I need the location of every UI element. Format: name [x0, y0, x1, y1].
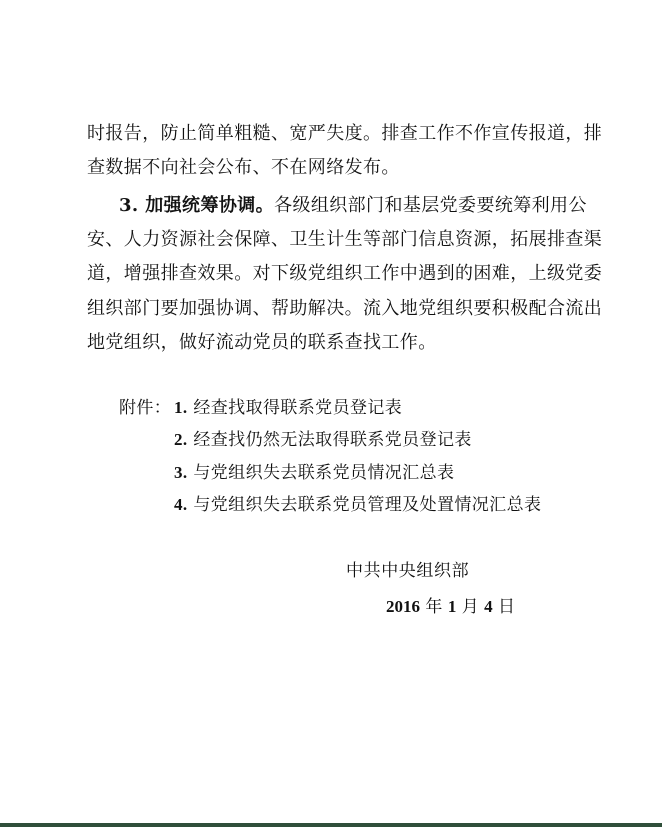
date-day-unit: 日: [498, 597, 516, 617]
attachment-number: 1.: [174, 398, 188, 417]
attachment-number: 3.: [174, 463, 188, 482]
attachment-title: 与党组织失去联系党员管理及处置情况汇总表: [193, 495, 542, 515]
date-month: 1: [447, 597, 457, 616]
attachment-item: [174, 397, 402, 419]
date-month-unit: 月: [461, 597, 479, 617]
paragraph-line: 组织部门要加强协调、帮助解决。流入地党组织要积极配合流出: [87, 298, 603, 319]
attachment-number: 2.: [174, 430, 188, 449]
issuing-organization: 中共中央组织部: [346, 561, 470, 581]
date-day: 4: [484, 597, 493, 616]
attachment-title: 经查找取得联系党员登记表: [193, 398, 403, 418]
paragraph-line: 安、人力资源社会保障、卫生计生等部门信息资源，拓展排查渠: [87, 229, 603, 250]
attachment-title: 与党组织失去联系党员情况汇总表: [193, 463, 455, 483]
attachment-item: [174, 494, 541, 516]
section-3-heading: 3. 加强统筹协调。: [119, 195, 275, 216]
attachment-title: 经查找仍然无法取得联系党员登记表: [193, 430, 472, 450]
attachment-number: 4.: [174, 495, 188, 514]
attachment-item: [174, 429, 472, 451]
date-year-unit: 年: [425, 597, 443, 617]
attachment-item: [174, 462, 454, 484]
paragraph-line: 道，增强排查效果。对下级党组织工作中遇到的困难，上级党委: [87, 263, 603, 284]
issue-date: [386, 596, 515, 618]
attachments-label: 附件：: [119, 398, 172, 418]
paragraph-line: 地党组织，做好流动党员的联系查找工作。: [87, 332, 437, 353]
date-year: 2016: [386, 597, 420, 616]
bottom-border-rule: [0, 823, 662, 827]
paragraph-line: 查数据不向社会公布、不在网络发布。: [87, 157, 400, 178]
paragraph-line: 时报告，防止简单粗糙、宽严失度。排查工作不作宣传报道，排: [87, 123, 603, 144]
paragraph-text: 各级组织部门和基层党委要统筹利用公: [274, 195, 587, 216]
section-3-first-line: [119, 194, 587, 218]
